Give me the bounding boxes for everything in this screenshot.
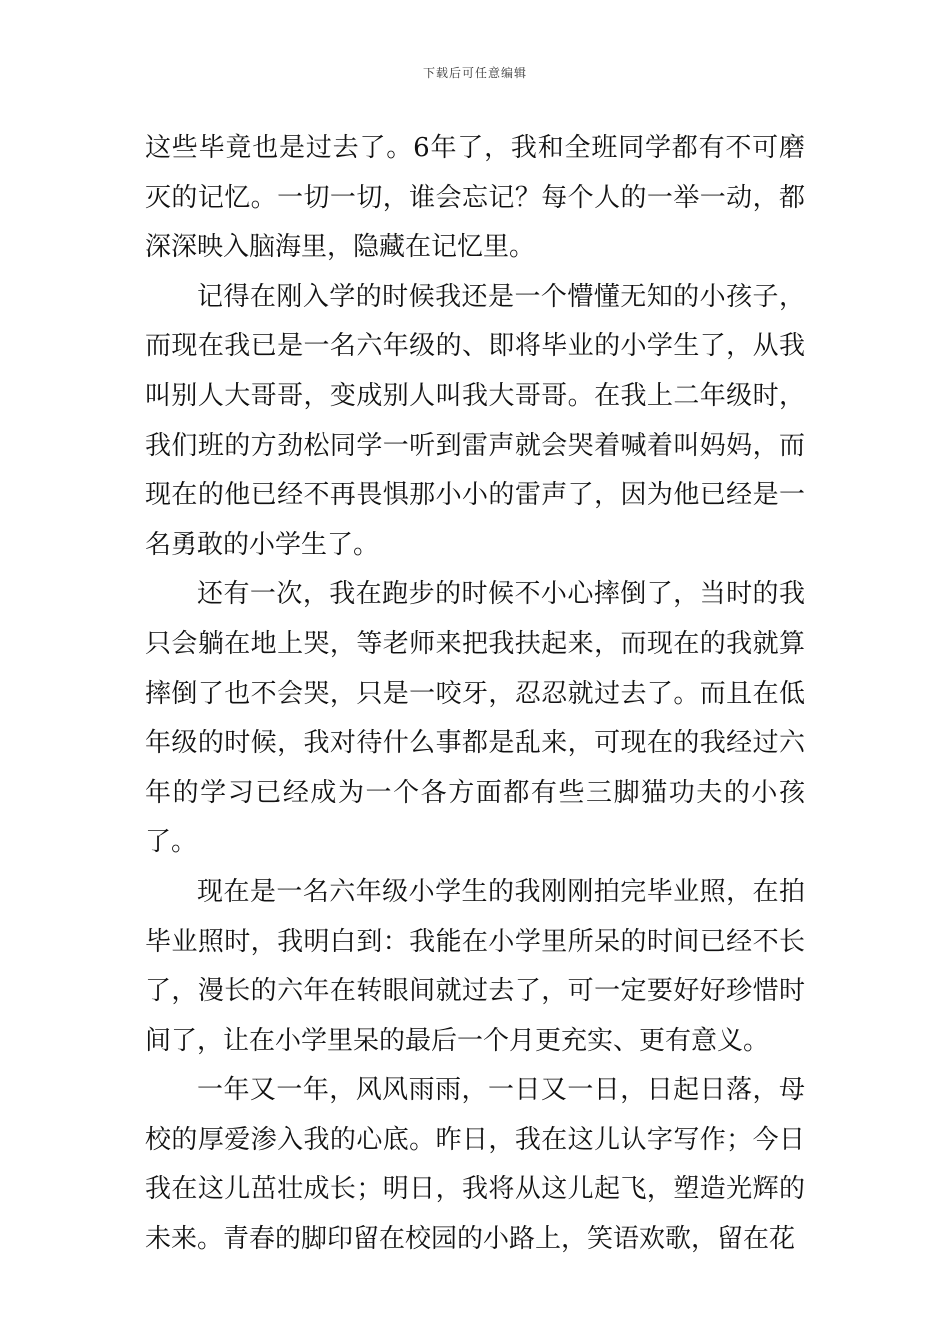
paragraph-5: 一年又一年，风风雨雨，一日又一日，日起日落，母校的厚爱渗入我的心底。昨日，我在这儿认字写作；今日我在这儿茁壮成长；明日，我将从这儿起飞，塑造光辉的未来。青春的脚印留在校园的小路上，笑语欢歌，留在花 xyxy=(145,1075,805,1255)
paragraph-3: 还有一次，我在跑步的时候不小心摔倒了，当时的我只会躺在地上哭，等老师来把我扶起来，而现在的我就算摔倒了也不会哭，只是一咬牙，忍忍就过去了。而且在低年级的时候，我对待什么事都是乱来，可现在的我经过六年的学习已经成为一个各方面都有些三脚猫功夫的小孩了。 xyxy=(145,579,805,858)
page-header: 下载后可任意编辑 xyxy=(422,66,527,80)
paragraph-1: 这些毕竟也是过去了。6年了，我和全班同学都有不可磨灭的记忆。一切一切，谁会忘记？每个人的一举一动，都深深映入脑海里，隐藏在记忆里。 xyxy=(145,133,805,263)
document-body xyxy=(145,124,805,1265)
paragraph-4: 现在是一名六年级小学生的我刚刚拍完毕业照，在拍毕业照时，我明白到：我能在小学里所呆的时间已经不长了，漫长的六年在转眼间就过去了，可一定要好好珍惜时间了，让在小学里呆的最后一个月更充实、更有意义。 xyxy=(145,876,805,1056)
paragraph-2: 记得在刚入学的时候我还是一个懵懂无知的小孩子，而现在我已是一名六年级的、即将毕业的小学生了，从我叫别人大哥哥，变成别人叫我大哥哥。在我上二年级时，我们班的方劲松同学一听到雷声就会哭着喊着叫妈妈，而现在的他已经不再畏惧那小小的雷声了，因为他已经是一名勇敢的小学生了。 xyxy=(145,281,805,560)
